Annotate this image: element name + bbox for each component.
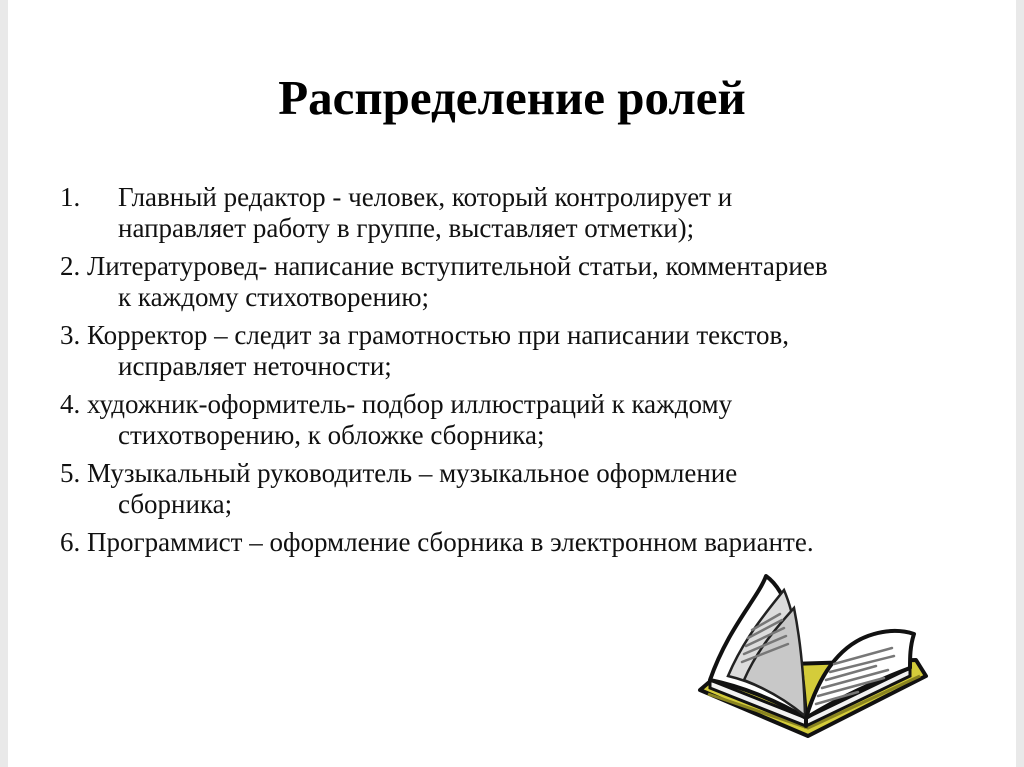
list-item bbox=[60, 458, 980, 519]
list-item-text-continued: сборника; bbox=[118, 488, 233, 519]
list-item bbox=[60, 182, 980, 243]
list-item-text-continued: к каждому стихотворению; bbox=[118, 281, 430, 312]
list-item-text-continued: направляет работу в группе, выставляет отметки); bbox=[118, 212, 695, 243]
list-item-text: 6. Программист – оформление сборника в электронном варианте. bbox=[60, 527, 814, 557]
list-item bbox=[60, 389, 980, 450]
page-title: Распределение ролей bbox=[278, 70, 746, 125]
list-item-text: 3. Корректор – следит за грамотностью при написании текстов, bbox=[60, 320, 789, 350]
list-item-number: 1. bbox=[60, 182, 81, 212]
list-item-text-continued: стихотворению, к обложке сборника; bbox=[118, 419, 545, 450]
list-item-text-continued: исправляет неточности; bbox=[118, 350, 392, 381]
slide bbox=[8, 0, 1016, 767]
list-item-text: 2. Литературовед- написание вступительной статьи, комментариев bbox=[60, 251, 828, 281]
list-item bbox=[60, 251, 980, 312]
open-book-icon bbox=[688, 568, 938, 738]
list-item bbox=[60, 320, 980, 381]
list-item-text: 4. художник-оформитель- подбор иллюстраций к каждому bbox=[60, 389, 733, 419]
list-item-text: Главный редактор - человек, который контролирует и bbox=[118, 182, 733, 212]
roles-list bbox=[60, 182, 980, 566]
list-item-text: 5. Музыкальный руководитель – музыкальное оформление bbox=[60, 458, 738, 488]
list-item bbox=[60, 527, 980, 558]
